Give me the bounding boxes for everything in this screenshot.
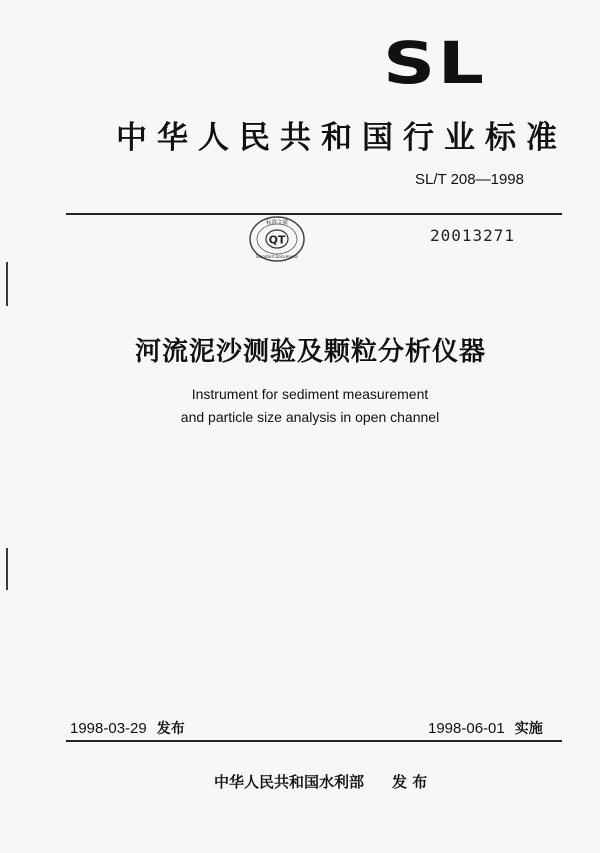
issue-date: 1998-03-29 [70, 720, 147, 737]
header-divider [66, 213, 562, 215]
sl-logo: SL [383, 29, 487, 97]
stamp-top-text: 标准文献 [265, 220, 289, 226]
scan-edge-mark [6, 262, 8, 306]
issue-label: 发布 [156, 721, 185, 737]
publisher-name: 中华人民共和国水利部 [214, 773, 365, 791]
implement-date: 1998-06-01 [428, 720, 505, 737]
standard-category-title: 中华人民共和国行业标准 [116, 120, 567, 156]
document-title-english-line2: and particle size analysis in open channel [180, 409, 440, 425]
stamp-center-text: QT [268, 233, 286, 247]
catalog-code: 20013271 [430, 226, 516, 245]
footer-divider [66, 740, 562, 742]
publisher-block [214, 771, 427, 792]
standard-number: SL/T 208—1998 [415, 171, 524, 188]
publisher-action: 发 布 [392, 773, 428, 791]
implement-date-block [428, 718, 543, 738]
scan-edge-mark [6, 548, 8, 590]
document-title-chinese: 河流泥沙测验及颗粒分析仪器 [135, 337, 487, 367]
standard-documents-stamp-icon [247, 214, 307, 264]
implement-label: 实施 [514, 721, 543, 737]
issue-date-block [70, 718, 185, 738]
document-title-english-line1: Instrument for sediment measurement [191, 386, 429, 402]
stamp-bottom-text: Standard Documents [255, 254, 299, 259]
